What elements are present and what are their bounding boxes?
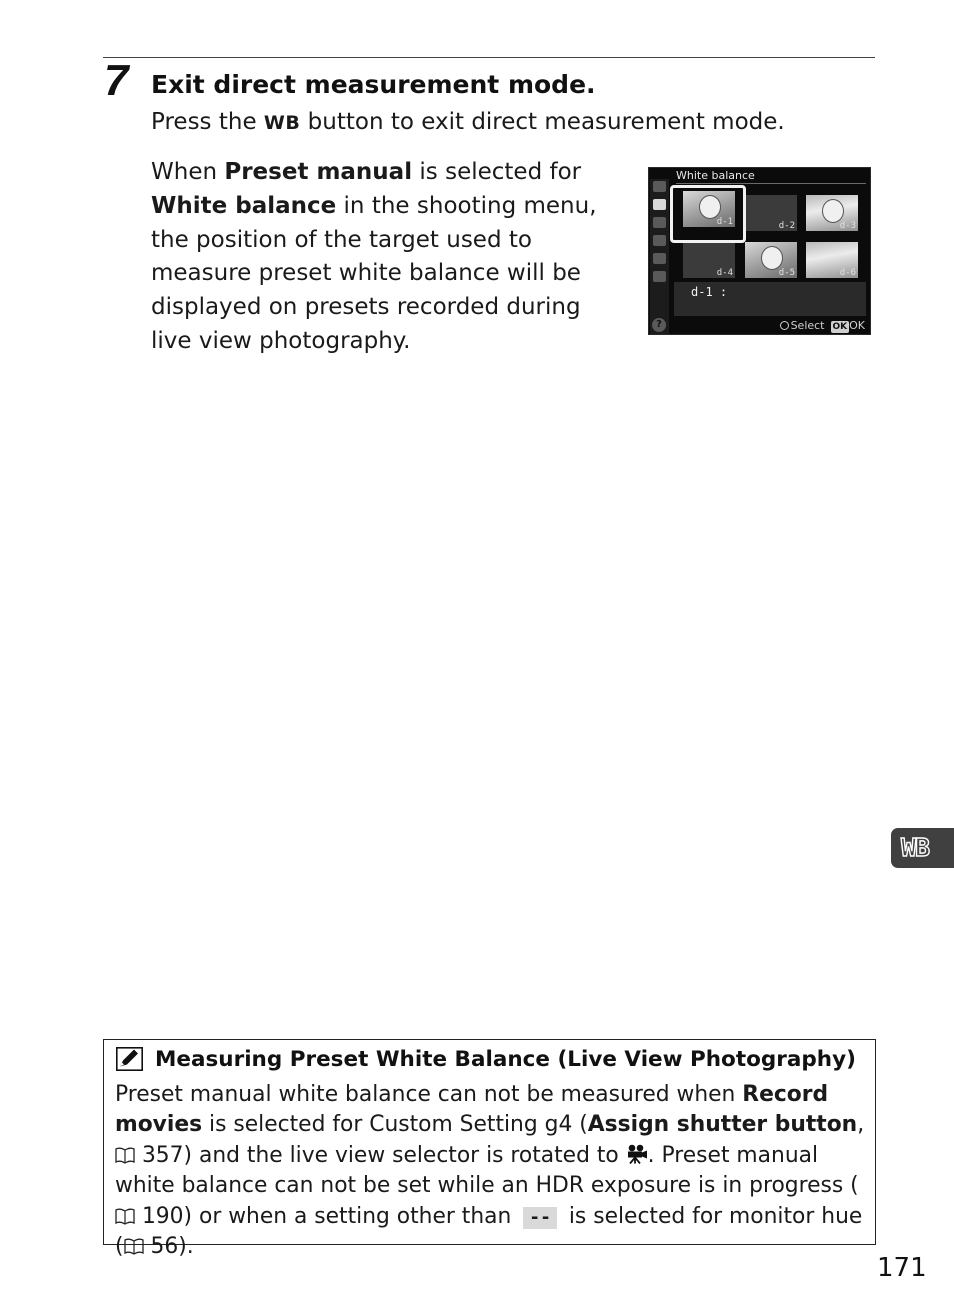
multi-selector-icon xyxy=(780,321,789,330)
portrait-icon xyxy=(822,199,844,223)
note-text: ) or when a setting other than xyxy=(183,1203,519,1229)
note-text: is selected for Custom Setting g4 ( xyxy=(202,1112,588,1138)
select-hint: Select xyxy=(790,319,825,332)
note-box xyxy=(103,1039,876,1260)
selection-cursor xyxy=(670,185,746,243)
movie-camera-icon xyxy=(626,1144,648,1164)
note-body xyxy=(115,1080,867,1262)
section-tab[interactable] xyxy=(891,828,954,868)
book-icon xyxy=(115,1147,135,1164)
step-title: Exit direct measurement mode. xyxy=(151,70,596,99)
preset-info-text: d-1 : xyxy=(691,285,728,299)
page-reference[interactable]: 357 xyxy=(141,1142,184,1168)
menu-sidebar xyxy=(650,179,669,335)
wb-button-label: WB xyxy=(263,112,301,134)
step-number: 7 xyxy=(104,56,129,105)
screen-title: White balance xyxy=(676,169,755,182)
preset-thumb xyxy=(745,242,797,278)
portrait-icon xyxy=(761,246,783,270)
top-rule xyxy=(103,57,875,58)
book-icon xyxy=(124,1238,144,1255)
page-reference[interactable]: 190 xyxy=(141,1203,184,1229)
preset-thumb xyxy=(745,195,797,231)
wb-tab-label: WB xyxy=(901,833,930,862)
preset-manual-term: Preset manual xyxy=(224,159,413,185)
para-text: is selected for xyxy=(412,159,582,185)
preset-label: d-5 xyxy=(778,268,795,278)
preset-label: d-3 xyxy=(839,221,856,231)
retouch-menu-icon xyxy=(653,253,666,264)
note-text: , xyxy=(857,1112,865,1138)
preset-thumb xyxy=(806,242,858,278)
note-text: ). xyxy=(178,1234,194,1260)
preset-thumb xyxy=(806,195,858,231)
step-description xyxy=(151,156,621,359)
para-text: in the shooting menu, the position of the target used to measure preset white balance will be displayed on presets recorded during live view photography. xyxy=(151,192,597,354)
record-movies-term: Record movies xyxy=(115,1082,829,1138)
white-balance-term: White balance xyxy=(151,192,337,219)
note-text: ) and the live view selector is rotated to xyxy=(183,1142,626,1168)
monitor-hue-dashes: -- xyxy=(523,1207,557,1229)
shooting-menu-icon xyxy=(653,199,666,210)
pencil-note-icon xyxy=(116,1047,143,1071)
my-menu-icon xyxy=(653,271,666,282)
preset-label: d-4 xyxy=(716,268,733,278)
note-text: . Preset manual white balance can not be set while an HDR exposure is in progress ( xyxy=(115,1142,859,1199)
screen-footer xyxy=(780,319,865,333)
preset-label: d-2 xyxy=(778,221,795,231)
ok-hint: OK xyxy=(849,319,865,332)
book-icon xyxy=(115,1208,135,1225)
instruction-text: Press the xyxy=(151,109,264,135)
preset-thumb xyxy=(683,242,735,278)
page-reference[interactable]: 56 xyxy=(150,1234,179,1260)
page-number: 171 xyxy=(877,1253,927,1283)
note-text: Preset manual white balance can not be measured when xyxy=(115,1082,743,1107)
preset-label: d-1 xyxy=(716,217,733,227)
ok-button-icon: OK xyxy=(832,322,848,332)
title-rule xyxy=(676,183,866,184)
setup-menu-icon xyxy=(653,235,666,246)
camera-screen xyxy=(648,167,871,335)
note-text: is selected for monitor hue ( xyxy=(115,1203,863,1260)
instruction-text: button to exit direct measurement mode. xyxy=(300,109,785,135)
para-text: When xyxy=(151,159,225,185)
preset-label: d-6 xyxy=(839,268,856,278)
help-icon: ? xyxy=(652,318,666,332)
assign-shutter-term: Assign shutter button xyxy=(587,1112,858,1138)
playback-menu-icon xyxy=(653,181,666,192)
custom-settings-icon xyxy=(653,217,666,228)
step-instruction xyxy=(151,106,785,139)
note-title: Measuring Preset White Balance (Live View Photography) xyxy=(155,1047,856,1072)
